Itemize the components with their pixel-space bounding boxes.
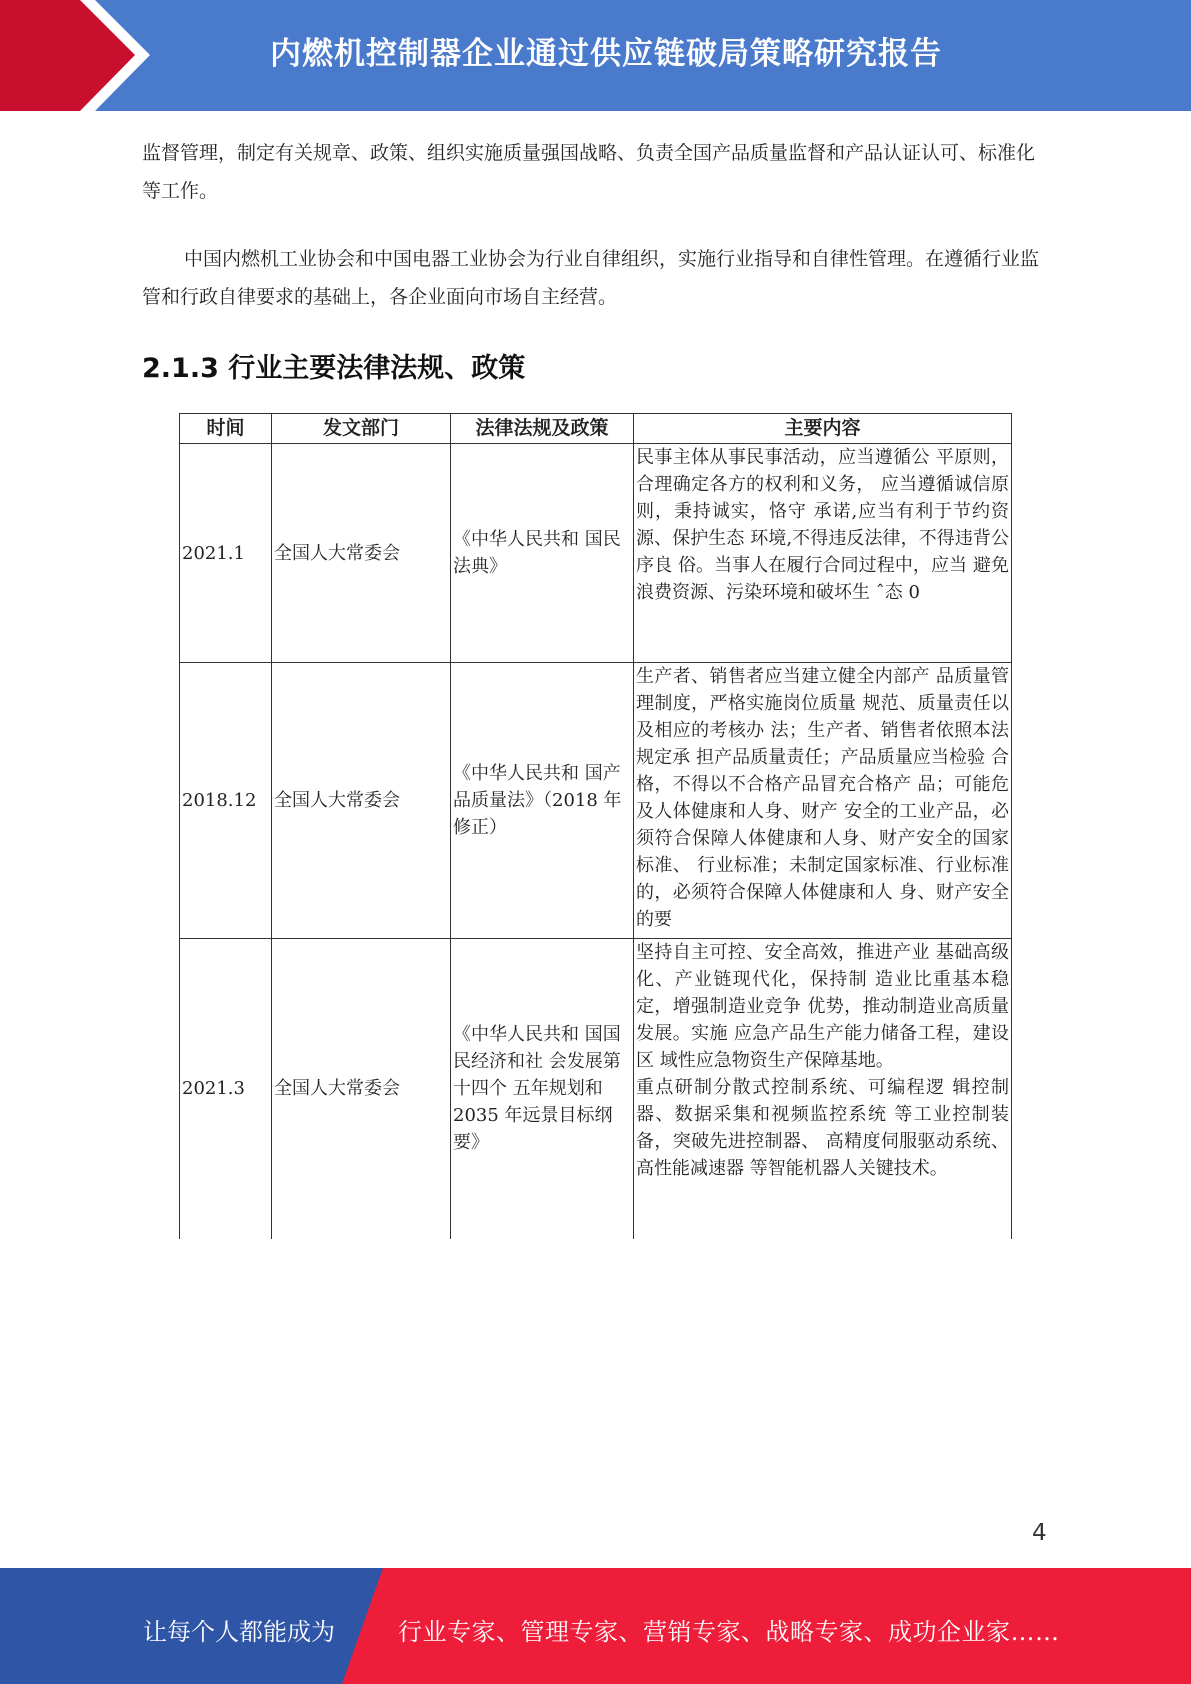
cell-content xyxy=(634,939,1012,1239)
cell-department: 全国人大常委会 xyxy=(272,939,451,1239)
cell-law: 《中华人民共和 国国民经济和社 会发展第十四个 五年规划和 2035 年远景目标纲 要》 xyxy=(451,939,634,1239)
laws-policies-table xyxy=(179,413,1012,1239)
table-row xyxy=(180,939,1012,1239)
column-header-time: 时间 xyxy=(180,414,272,444)
footer-slogan-right: 行业专家、管理专家、营销专家、战略专家、成功企业家…… xyxy=(398,1618,1060,1646)
cell-department: 全国人大常委会 xyxy=(272,444,451,663)
cell-content: 生产者、销售者应当建立健全内部产 品质量管理制度，严格实施岗位质量 规范、质量责任以及相应的考核办 法；生产者、销售者依照本法规定承 担产品质量责任；产品质量应当检验 合格，不得以不合格产品冒充合格产 品；可能危及人体健康和人身、财产 安全的工业产品，必须符合保障人体健康和人身、财产安全的国家标准、 行业标准；未制定国家标准、行业标准的，必须符合保障人体健康和人 身、财产安全的要 xyxy=(634,663,1012,939)
cell-time: 2018.12 xyxy=(180,663,272,939)
table-row xyxy=(180,663,1012,939)
section-heading: 2.1.3 行业主要法律法规、政策 xyxy=(142,353,526,384)
column-header-content: 主要内容 xyxy=(634,414,1012,444)
cell-law: 《中华人民共和 国民法典》 xyxy=(451,444,634,663)
cell-content: 民事主体从事民事活动，应当遵循公 平原则，合理确定各方的权利和义务， 应当遵循诚信原则，秉持诚实，恪守 承诺,应当有利于节约资源、保护生态 环境,不得违反法律，不得违背公序良 俗。当事人在履行合同过程中，应当 避免浪费资源、污染环境和破坏生 ˆ态 0 xyxy=(634,444,1012,663)
cell-time: 2021.1 xyxy=(180,444,272,663)
cell-law: 《中华人民共和 国产品质量法》（2018 年修正） xyxy=(451,663,634,939)
footer-slogan-left: 让每个人都能成为 xyxy=(143,1618,335,1646)
page-footer xyxy=(0,1568,1191,1684)
table-header-row xyxy=(180,414,1012,444)
report-title: 内燃机控制器企业通过供应链破局策略研究报告 xyxy=(270,36,942,72)
cell-content-paragraph: 坚持自主可控、安全高效，推进产业 基础高级化、产业链现代化，保持制 造业比重基本稳定，增强制造业竞争 优势，推动制造业高质量发展。实施 应急产品生产能力储备工程，建设区 域性应急物资生产保障基地。 xyxy=(636,942,1009,1071)
cell-content-paragraph: 重点研制分散式控制系统、可编程逻 辑控制器、数据采集和视频监控系统 等工业控制装备，突破先进控制器、 高精度伺服驱动系统、高性能减速器 等智能机器人关键技术。 xyxy=(636,1077,1009,1179)
column-header-law: 法律法规及政策 xyxy=(451,414,634,444)
paragraph-industry-associations: 中国内燃机工业协会和中国电器工业协会为行业自律组织，实施行业指导和自律性管理。在遵循行业监管和行政自律要求的基础上，各企业面向市场自主经营。 xyxy=(142,248,1040,308)
column-header-department: 发文部门 xyxy=(272,414,451,444)
page-number: 4 xyxy=(1032,1520,1047,1546)
cell-department: 全国人大常委会 xyxy=(272,663,451,939)
page-header xyxy=(0,0,1191,111)
table-row xyxy=(180,444,1012,663)
cell-time: 2021.3 xyxy=(180,939,272,1239)
paragraph-regulation: 监督管理，制定有关规章、政策、组织实施质量强国战略、负责全国产品质量监督和产品认证认可、标准化等工作。 xyxy=(142,142,1036,202)
